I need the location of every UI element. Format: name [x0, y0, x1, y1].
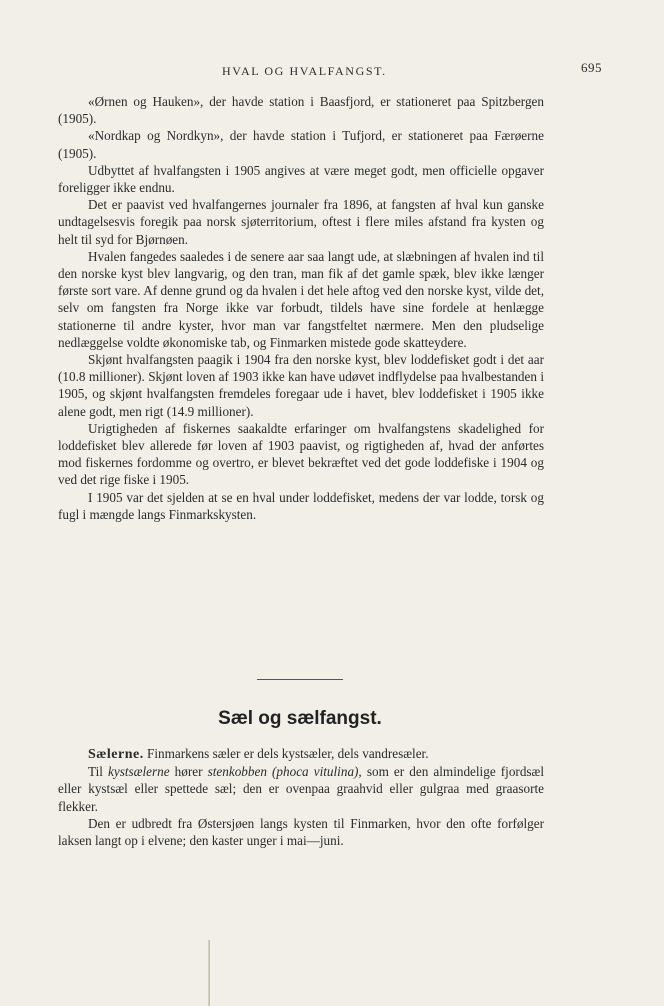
paragraph: Urigtigheden af fiskernes saakaldte erfaringer om hvalfangstens skadelighed for loddefisket blev allerede før loven af 1903 paavist, og rigtigheden af, hvad der anførtes mod fiskernes fordomme og overtro, er blevet bekræftet ved det gode loddefiske i 1904 og ved det rige fiske i 1905.: [58, 420, 544, 488]
main-text: [58, 93, 544, 523]
paragraph: «Ørnen og Hauken», der havde station i Baasfjord, er stationeret paa Spitzbergen (1905).: [58, 94, 544, 127]
paragraph: Hvalen fangedes saaledes i de senere aar saa langt ude, at slæbningen af hvalen ind til den norske kyst blev langvarig, og den tran, man fik af det gamle spæk, blev ikke længer første sort vare. Af denne grund og da hvalen i det hele aftog ved den norske kyst, vilde det, selv om fangsten fra Norge ikke var forbudt, tildels have sine fordele at henlægge stationerne til andre kyster, hvor man var fangstfeltet nærmere. Men den pludselige nedlæggelse voldte økonomiske tab, og Finmarken mistede gode skatteydere.: [58, 248, 544, 350]
paragraph-text: Finmarkens sæler er dels kystsæler, dels vandresæler.: [143, 746, 429, 761]
paragraph-text: som er den almindelige fjordsæl eller kystsæl eller spettede sæl; den er ovenpaa graahvid eller gulgraa med graasorte flekker.: [58, 764, 544, 814]
section-title: Sæl og sælfangst.: [218, 708, 382, 729]
paragraph: I 1905 var det sjelden at se en hval under loddefisket, medens der var lodde, torsk og fugl i mængde langs Finmarkskysten.: [58, 489, 544, 522]
paragraph: Udbyttet af hvalfangsten i 1905 angives at være meget godt, men officielle opgaver foreligger ikke endnu.: [58, 162, 544, 196]
page-fold-mark: [208, 940, 210, 1006]
page-number: 695: [581, 60, 602, 75]
paragraph: Det er paavist ved hvalfangernes journaler fra 1896, at fangsten af hval kun ganske undtagelsesvis foregik paa norsk sjøterritorium, oftest i flere miles afstand fra kysten og helt til syd for Bjørnøen.: [58, 197, 544, 247]
paragraph-text: hører: [169, 764, 208, 780]
lead-word: Sælerne.: [88, 747, 144, 762]
paragraph: «Nordkap og Nordkyn», der havde station i Tufjord, er stationeret paa Færøerne (1905).: [58, 128, 544, 161]
section-text: [58, 745, 544, 849]
page-header: [60, 60, 602, 80]
section-divider: [257, 679, 343, 680]
running-title: HVAL OG HVALFANGST.: [222, 64, 387, 78]
paragraph: Den er udbredt fra Østersjøen langs kysten til Finmarken, hvor den ofte forfølger laksen langt op i elvene; den kaster unger i mai—juni.: [58, 815, 544, 849]
paragraph: Skjønt hvalfangsten paagik i 1904 fra den norske kyst, blev loddefisket godt i det aar (10.8 millioner). Skjønt loven af 1903 ikke kan have udøvet indflydelse paa hvalbestanden i 1905, og skjønt hvalfangsten fremdeles foregaar ude i havet, blev loddefisket i 1905 ikke alene godt, men rigt (14.9 millioner).: [58, 352, 544, 419]
italic-term: kystsælerne: [108, 764, 170, 780]
paragraph: [58, 763, 544, 815]
paragraph: [58, 745, 544, 763]
italic-term: stenkobben (phoca vitulina),: [207, 764, 362, 780]
paragraph-text: Til: [88, 764, 109, 780]
